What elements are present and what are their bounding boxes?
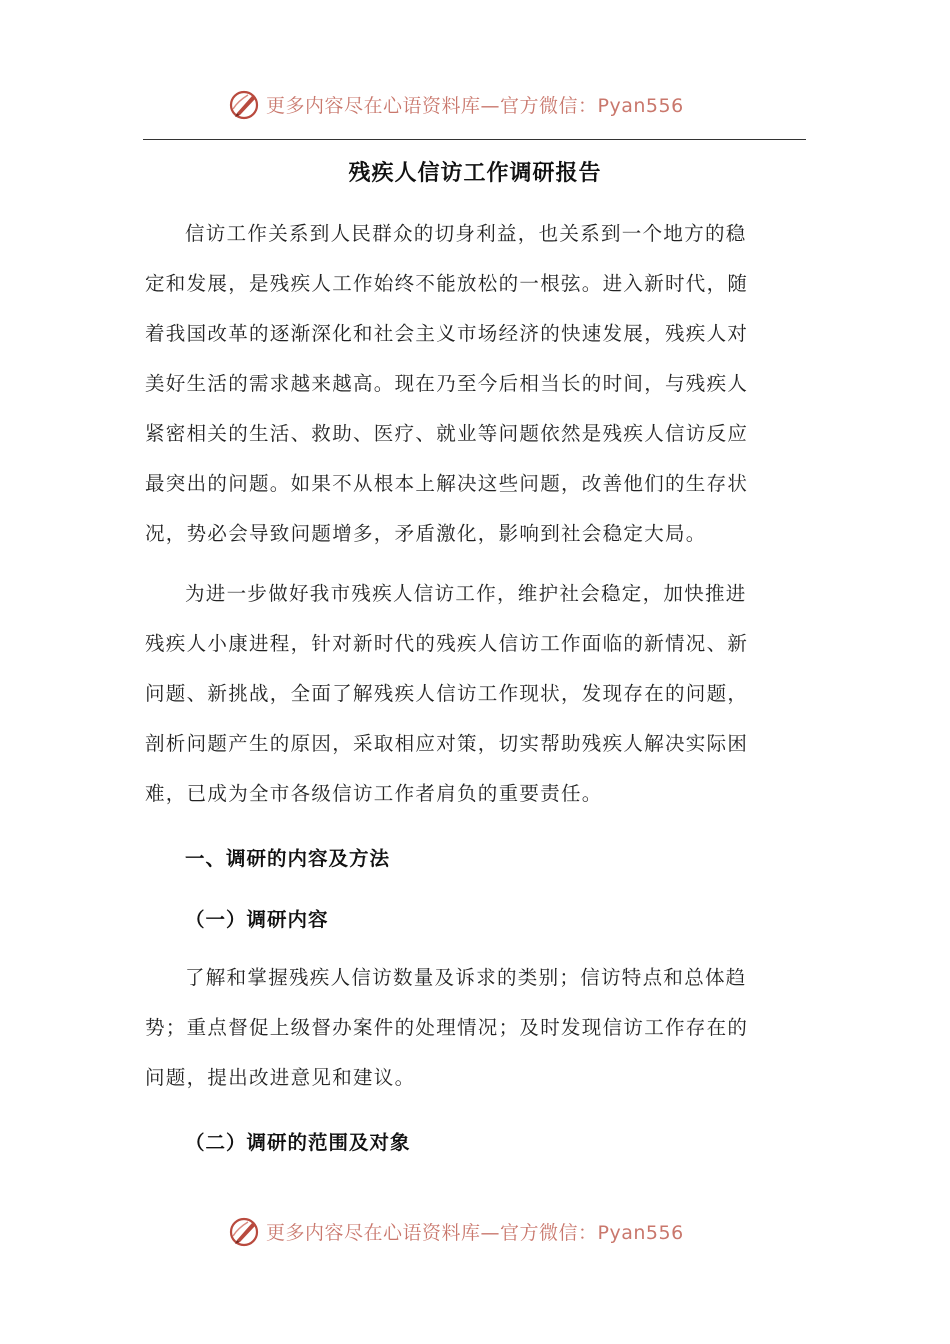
paragraph-2 (145, 569, 805, 819)
paragraph-line: 着我国改革的逐渐深化和社会主义市场经济的快速发展，残疾人对 (145, 322, 749, 345)
paragraph-line: 信访工作关系到人民群众的切身利益，也关系到一个地方的稳 (185, 222, 747, 245)
paragraph-line: 了解和掌握残疾人信访数量及诉求的类别；信访特点和总体趋 (185, 966, 747, 989)
paragraph-line: 难，已成为全市各级信访工作者肩负的重要责任。 (145, 782, 603, 805)
paragraph-line: 紧密相关的生活、救助、医疗、就业等问题依然是残疾人信访反应 (145, 422, 749, 445)
section-heading-1: 一、调研的内容及方法 (185, 847, 391, 870)
paragraph-line: 剖析问题产生的原因，采取相应对策，切实帮助残疾人解决实际困 (145, 732, 749, 755)
paragraph-line: 残疾人小康进程，针对新时代的残疾人信访工作面临的新情况、新 (145, 632, 749, 655)
subsection-heading-1: （一）调研内容 (185, 908, 329, 931)
footer-banner (0, 1211, 950, 1251)
header-banner (0, 84, 950, 124)
paragraph-1 (145, 209, 805, 559)
paragraph-line: 定和发展，是残疾人工作始终不能放松的一根弦。进入新时代，随 (145, 272, 749, 295)
pen-logo-icon (228, 87, 262, 121)
paragraph-line: 美好生活的需求越来越高。现在乃至今后相当长的时间，与残疾人 (145, 372, 749, 395)
subsection-heading-2: （二）调研的范围及对象 (185, 1131, 411, 1154)
paragraph-line: 势；重点督促上级督办案件的处理情况；及时发现信访工作存在的 (145, 1016, 749, 1039)
paragraph-line: 最突出的问题。如果不从根本上解决这些问题，改善他们的生存状 (145, 472, 749, 495)
paragraph-line: 问题，提出改进意见和建议。 (145, 1066, 416, 1089)
paragraph-line: 问题、新挑战，全面了解残疾人信访工作现状，发现存在的问题， (145, 682, 749, 705)
header-divider (143, 139, 806, 140)
banner-text: 更多内容尽在心语资料库—官方微信：Pyan556 (266, 1221, 684, 1244)
paragraph-line: 为进一步做好我市残疾人信访工作，维护社会稳定，加快推进 (185, 582, 747, 605)
paragraph-3 (145, 953, 805, 1103)
paragraph-line: 况，势必会导致问题增多，矛盾激化，影响到社会稳定大局。 (145, 522, 707, 545)
pen-logo-icon (228, 1214, 262, 1248)
document-title: 残疾人信访工作调研报告 (348, 160, 602, 186)
banner-text: 更多内容尽在心语资料库—官方微信：Pyan556 (266, 94, 684, 117)
